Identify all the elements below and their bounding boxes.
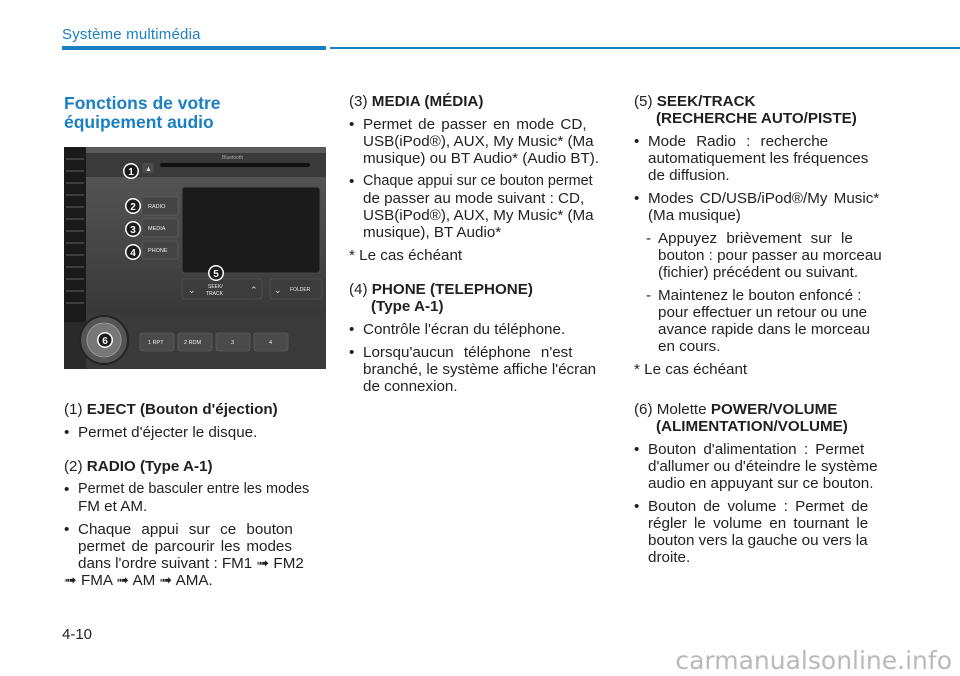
s6-bullet-1: • Bouton d'alimentation : Permet d'allumer ou d'éteindre le système audio en appuyant sur ce bouton. — [634, 441, 878, 492]
s5-note: * Le cas échéant — [634, 361, 748, 378]
svg-text:⌄: ⌄ — [274, 285, 282, 295]
seek-label-2: TRACK — [206, 291, 223, 297]
s6-heading: (6) Molette POWER/VOLUME — [634, 401, 838, 418]
svg-text:1: 1 — [128, 167, 134, 178]
s5-heading: (5) SEEK/TRACK — [634, 93, 756, 110]
s3-heading: (3) MEDIA (MÉDIA) — [349, 93, 484, 110]
s6-bullet-2: • Bouton de volume : Permet de régler le volume en tournant le bouton vers la gauche ou vers la droite. — [634, 498, 869, 566]
media-button-label: MEDIA — [148, 226, 166, 232]
svg-text:2: 2 — [130, 202, 136, 213]
s4-bullet-1: • Contrôle l'écran du téléphone. — [349, 321, 566, 338]
s4-bullet-2: • Lorsqu'aucun téléphone n'est branché, le système affiche l'écran de connexion. — [349, 344, 597, 395]
seek-label-1: SEEK/ — [208, 284, 223, 290]
left-column — [64, 94, 326, 132]
folder-label: FOLDER — [290, 287, 311, 293]
section-header: Système multimédia — [62, 26, 201, 43]
section-title-line2: équipement audio — [64, 112, 214, 132]
svg-text:5: 5 — [213, 269, 219, 280]
callout-6 — [97, 332, 113, 348]
s3-bullet-2: • Chaque appui sur ce bouton permet de passer au mode suivant : CD, USB(iPod®), AUX, My Music* (Ma musique), BT Audio* — [349, 173, 594, 241]
audio-unit-figure — [64, 147, 326, 369]
preset-4-label: 4 — [269, 340, 273, 346]
left-column-text — [64, 401, 326, 589]
header-bar-right — [330, 47, 960, 49]
s1-heading: (1) EJECT (Bouton d'éjection) — [64, 401, 278, 418]
callout-1 — [123, 163, 139, 179]
header-bar-left — [62, 46, 326, 50]
s2-bullet-1: • Permet de basculer entre les modes FM et AM. — [64, 481, 310, 515]
section-title-line1: Fonctions de votre — [64, 93, 221, 113]
brand-label: Bluetooth — [222, 155, 244, 161]
callout-5 — [208, 265, 224, 281]
s2-bullet-2: • Chaque appui sur ce bouton permet de parcourir les modes dans l'ordre suivant : FM1 ➟ FM2 — [64, 521, 304, 572]
s4-heading: (4) PHONE (TELEPHONE) — [349, 281, 533, 298]
callout-2 — [125, 198, 141, 214]
svg-text:3: 3 — [130, 225, 136, 236]
preset-1-label: 1 RPT — [148, 340, 164, 346]
radio-button-label: RADIO — [148, 204, 166, 210]
s5-heading-line2: (RECHERCHE AUTO/PISTE) — [656, 110, 857, 127]
s2-heading: (2) RADIO (Type A-1) — [64, 458, 213, 475]
phone-button-label: PHONE — [148, 248, 168, 254]
middle-column — [349, 93, 613, 395]
callout-4 — [125, 244, 141, 260]
callout-3 — [125, 221, 141, 237]
s5-dash-2: - Maintenez le bouton enfoncé : pour effectuer un retour ou une avance rapide dans le morceau en cours. — [646, 287, 870, 355]
watermark: carmanualsonline.info — [675, 646, 952, 675]
s5-dash-1: - Appuyez brièvement sur le bouton : pour passer au morceau (fichier) précédent ou suivant. — [646, 230, 882, 281]
s5-bullet-1: • Mode Radio : recherche automatiquement les fréquences de diffusion. — [634, 133, 869, 184]
svg-text:6: 6 — [102, 336, 108, 347]
svg-text:▲: ▲ — [145, 166, 152, 173]
preset-3-label: 3 — [231, 340, 235, 346]
s5-bullet-2: • Modes CD/USB/iPod®/My Music* (Ma musique) — [634, 190, 880, 224]
s4-heading-line2: (Type A-1) — [371, 298, 444, 315]
s2-bullet-2-last: ➟ FMA ➟ AM ➟ AMA. — [64, 572, 213, 589]
svg-text:4: 4 — [130, 248, 136, 259]
svg-text:⌃: ⌃ — [250, 285, 258, 295]
s3-bullet-1: • Permet de passer en mode CD, USB(iPod®), AUX, My Music* (Ma musique) ou BT Audio* (Audio BT). — [349, 116, 600, 167]
s6-heading-line2: (ALIMENTATION/VOLUME) — [656, 418, 848, 435]
preset-2-label: 2 RDM — [184, 340, 202, 346]
right-column — [634, 93, 898, 566]
s3-note: * Le cas échéant — [349, 247, 463, 264]
s1-bullet: • Permet d'éjecter le disque. — [64, 424, 258, 441]
page-number: 4-10 — [62, 626, 93, 643]
svg-text:⌄: ⌄ — [188, 285, 196, 295]
